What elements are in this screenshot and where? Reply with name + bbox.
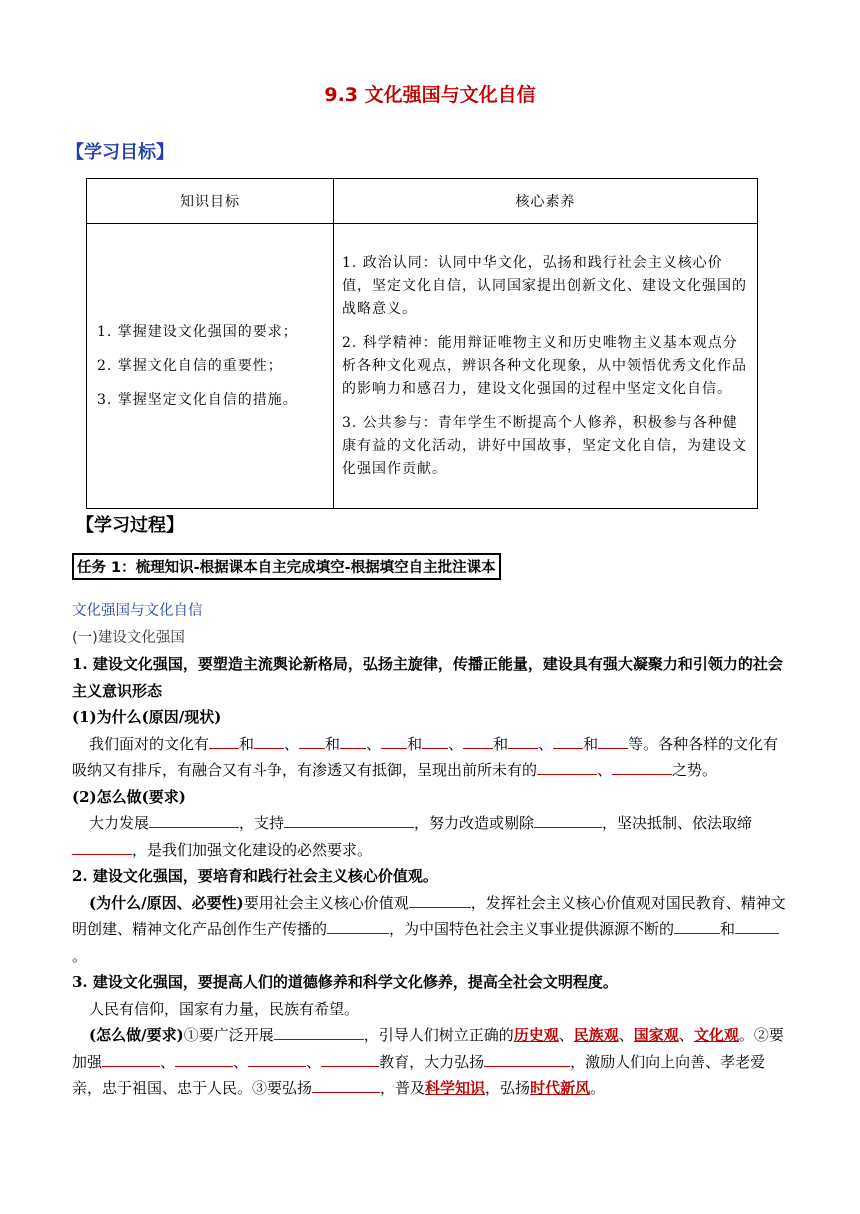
literacy-goal-2: 2. 科学精神：能用辩证唯物主义和历史唯物主义基本观点分析各种文化观点，辨识各种文化现象，从中领悟优秀文化作品的影响力和感召力，建设文化强国的过程中坚定文化自信。 xyxy=(342,334,747,397)
fill-blank[interactable] xyxy=(327,917,389,934)
text: ，引导人们树立正确的 xyxy=(363,1026,514,1044)
fill-blank[interactable] xyxy=(299,732,325,749)
fill-blank[interactable] xyxy=(149,811,239,828)
fill-blank[interactable] xyxy=(209,732,239,749)
text: 各种各样的文化有吸纳又有排斥，有融合又有斗争，有渗透又有抵御，呈现出前所未有的 xyxy=(72,734,779,779)
text: 。 xyxy=(590,1079,606,1097)
text: 、 xyxy=(366,734,382,753)
text: 和 xyxy=(583,734,599,753)
fill-blank[interactable] xyxy=(534,811,602,828)
text: 、 xyxy=(558,1026,574,1044)
text: 之势。 xyxy=(672,761,718,779)
knowledge-goal-1: 1. 掌握建设文化强国的要求； xyxy=(97,324,298,340)
task-1-box: 任务 1：梳理知识-根据课本自主完成填空-根据填空自主批注课本 xyxy=(72,553,501,580)
keyword: 时代新风 xyxy=(530,1079,591,1097)
fill-blank[interactable] xyxy=(598,732,628,749)
text: 和 xyxy=(239,734,255,753)
text: ，普及 xyxy=(380,1079,426,1097)
text: 、 xyxy=(448,734,464,753)
point-1-how-paragraph xyxy=(72,810,792,863)
text: (为什么/原因、必要性) xyxy=(89,893,244,912)
learning-goals-table xyxy=(86,178,758,509)
fill-blank[interactable] xyxy=(553,732,583,749)
fill-blank[interactable] xyxy=(463,732,493,749)
text: ①要广泛开展 xyxy=(183,1026,274,1044)
fill-blank[interactable] xyxy=(422,732,448,749)
fill-blank[interactable] xyxy=(735,917,779,934)
text: 和 xyxy=(325,734,341,753)
literacy-goal-3: 3. 公共参与：青年学生不断提高个人修养，积极参与各种健康有益的文化活动，讲好中国故事，坚定文化自信，为建设文化强国作贡献。 xyxy=(342,414,747,477)
table-header-literacy: 核心素养 xyxy=(334,179,758,224)
point-1-heading: 1. 建设文化强国，要塑造主流舆论新格局，弘扬主旋律，传播正能量，建设具有强大凝聚力和引领力的社会主义意识形态 xyxy=(72,655,783,700)
text: 大力发展 xyxy=(89,814,150,832)
text: 、 xyxy=(233,1052,249,1071)
point-1-how-label: (2)怎么做(要求) xyxy=(72,787,186,806)
text: 和 xyxy=(720,920,736,938)
fill-blank[interactable] xyxy=(175,1050,233,1067)
learning-goals-heading: 【学习目标】 xyxy=(66,142,174,163)
keyword: 文化观 xyxy=(693,1026,739,1044)
text: 。②要加强 xyxy=(72,1026,784,1071)
text: ，坚决抵制、依法取缔 xyxy=(602,814,753,832)
keyword: 国家观 xyxy=(633,1026,679,1044)
knowledge-goals-cell xyxy=(87,224,334,509)
document-title: 9.3 文化强国与文化自信 xyxy=(324,84,536,106)
text: 、 xyxy=(597,761,613,779)
point-3-paragraph xyxy=(72,1022,792,1102)
fill-blank[interactable] xyxy=(312,1076,380,1093)
keyword: 民族观 xyxy=(573,1026,619,1044)
text: 我们面对的文化有 xyxy=(89,734,210,753)
fill-blank[interactable] xyxy=(340,732,366,749)
body-text xyxy=(72,598,792,1102)
text: 、 xyxy=(306,1052,322,1071)
literacy-goal-1: 1. 政治认同：认同中华文化，弘扬和践行社会主义核心价值，坚定文化自信，认同国家提出创新文化、建设文化强国的战略意义。 xyxy=(342,254,747,317)
fill-blank[interactable] xyxy=(381,732,407,749)
text: ，弘扬 xyxy=(485,1079,531,1097)
text: ，是我们加强文化建设的必然要求。 xyxy=(132,840,373,859)
keyword: 历史观 xyxy=(513,1026,559,1044)
fill-blank[interactable] xyxy=(612,758,672,775)
fill-blank[interactable] xyxy=(274,1023,364,1040)
fill-blank[interactable] xyxy=(102,1050,160,1067)
text: 、 xyxy=(160,1052,176,1071)
fill-blank[interactable] xyxy=(72,838,132,855)
text: 、 xyxy=(678,1026,694,1044)
literacy-goals-cell xyxy=(334,224,758,509)
point-2-paragraph xyxy=(72,890,792,970)
learning-process-heading: 【学习过程】 xyxy=(76,515,184,536)
point-3-heading: 3. 建设文化强国，要提高人们的道德修养和科学文化修养，提高全社会文明程度。 xyxy=(72,973,618,991)
text: 和 xyxy=(493,734,509,753)
fill-blank[interactable] xyxy=(409,891,471,908)
subsection-title: (一)建设文化强国 xyxy=(72,629,185,646)
point-3-belief: 人民有信仰，国家有力量，民族有希望。 xyxy=(89,999,360,1018)
text: ，激励人们向上向善、孝老爱亲，忠于祖国、忠于人民。③要弘扬 xyxy=(72,1052,766,1097)
text: 、 xyxy=(284,734,300,753)
text: 、 xyxy=(538,734,554,753)
fill-blank[interactable] xyxy=(321,1050,379,1067)
text: 等。 xyxy=(628,734,659,753)
point-2-heading: 2. 建设文化强国，要培育和践行社会主义核心价值观。 xyxy=(72,867,438,885)
fill-blank[interactable] xyxy=(537,758,597,775)
text: 、 xyxy=(618,1026,634,1044)
section-title: 文化强国与文化自信 xyxy=(72,603,203,619)
point-1-why-label: (1)为什么(原因/现状) xyxy=(72,708,222,726)
text: ，为中国特色社会主义事业提供源源不断的 xyxy=(389,920,675,938)
text: (怎么做/要求) xyxy=(89,1026,184,1044)
fill-blank[interactable] xyxy=(284,811,414,828)
text: ，支持 xyxy=(239,814,285,832)
fill-blank[interactable] xyxy=(248,1050,306,1067)
fill-blank[interactable] xyxy=(254,732,284,749)
table-header-knowledge: 知识目标 xyxy=(87,179,334,224)
text: 教育，大力弘扬 xyxy=(379,1052,485,1071)
text: 要用社会主义核心价值观 xyxy=(243,893,409,912)
keyword: 科学知识 xyxy=(425,1079,486,1097)
text: 和 xyxy=(407,734,423,753)
knowledge-goal-3: 3. 掌握坚定文化自信的措施。 xyxy=(97,392,298,408)
text: ，发挥社会主义核心价值观对国民教育、精神文明创建、精神文化产品创作生产传播的 xyxy=(72,893,786,938)
fill-blank[interactable] xyxy=(508,732,538,749)
text: ，努力改造或剔除 xyxy=(414,814,535,832)
knowledge-goal-2: 2. 掌握文化自信的重要性； xyxy=(97,358,283,374)
text: 。 xyxy=(72,946,88,965)
fill-blank[interactable] xyxy=(484,1050,570,1067)
fill-blank[interactable] xyxy=(674,917,720,934)
point-1-why-paragraph xyxy=(72,731,792,784)
